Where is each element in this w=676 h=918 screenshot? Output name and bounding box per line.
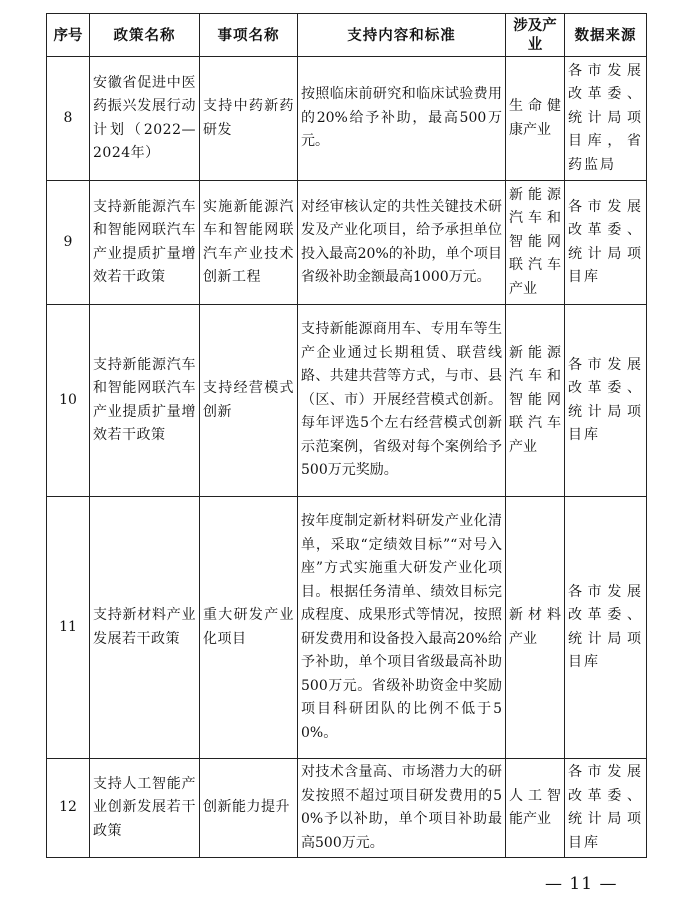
row-no: 8	[47, 57, 90, 181]
row-policy-name: 支持新能源汽车和智能网联汽车产业提质扩量增效若干政策	[90, 181, 200, 305]
row-source: 各市发展改革委、统计局项目库	[565, 759, 647, 858]
row-item-name: 重大研发产业化项目	[200, 497, 298, 759]
row-item-name: 支持中药新药研发	[200, 57, 298, 181]
row-policy-name: 支持人工智能产业创新发展若干政策	[90, 759, 200, 858]
row-industry: 新能源汽车和智能网联汽车产业	[506, 181, 565, 305]
row-content: 按照临床前研究和临床试验费用的20%给予补助，最高500万元。	[298, 57, 506, 181]
table-row	[47, 497, 647, 759]
header-content: 支持内容和标准	[298, 14, 506, 57]
header-source: 数据来源	[565, 14, 647, 57]
row-content: 对技术含量高、市场潜力大的研发按照不超过项目研发费用的50%予以补助，单个项目补助最高500万元。	[298, 759, 506, 858]
row-policy-name: 安徽省促进中医药振兴发展行动计划（2022—2024年）	[90, 57, 200, 181]
row-no: 11	[47, 497, 90, 759]
row-policy-name: 支持新材料产业发展若干政策	[90, 497, 200, 759]
row-industry: 生命健康产业	[506, 57, 565, 181]
header-no: 序号	[47, 14, 90, 57]
table-row	[47, 759, 647, 858]
policy-table	[46, 13, 647, 858]
row-content: 按年度制定新材料研发产业化清单，采取“定绩效目标”“对号入座”方式实施重大研发产业化项目。根据任务清单、绩效目标完成程度、成果形式等情况，按照研发费用和设备投入最高20%给予补助，单个项目省级最高补助500万元。省级补助资金中奖励项目科研团队的比例不低于50%。	[298, 497, 506, 759]
row-no: 12	[47, 759, 90, 858]
table-header-row	[47, 14, 647, 57]
row-content: 支持新能源商用车、专用车等生产企业通过长期租赁、联营线路、共建共营等方式，与市、县（区、市）开展经营模式创新。每年评选5个左右经营模式创新示范案例，省级对每个案例给予500万元奖励。	[298, 305, 506, 497]
row-content: 对经审核认定的共性关键技术研发及产业化项目，给予承担单位投入最高20%的补助，单个项目省级补助金额最高1000万元。	[298, 181, 506, 305]
table-row	[47, 181, 647, 305]
row-item-name: 实施新能源汽车和智能网联汽车产业技术创新工程	[200, 181, 298, 305]
row-source: 各市发展改革委、统计局项目库，省药监局	[565, 57, 647, 181]
row-source: 各市发展改革委、统计局项目库	[565, 181, 647, 305]
row-industry: 新能源汽车和智能网联汽车产业	[506, 305, 565, 497]
row-industry: 人工智能产业	[506, 759, 565, 858]
table-row	[47, 57, 647, 181]
table-row	[47, 305, 647, 497]
row-source: 各市发展改革委、统计局项目库	[565, 305, 647, 497]
row-source: 各市发展改革委、统计局项目库	[565, 497, 647, 759]
header-industry: 涉及产业	[506, 14, 565, 57]
row-item-name: 创新能力提升	[200, 759, 298, 858]
row-no: 9	[47, 181, 90, 305]
row-policy-name: 支持新能源汽车和智能网联汽车产业提质扩量增效若干政策	[90, 305, 200, 497]
header-policy-name: 政策名称	[90, 14, 200, 57]
row-industry: 新材料产业	[506, 497, 565, 759]
row-no: 10	[47, 305, 90, 497]
header-item-name: 事项名称	[200, 14, 298, 57]
row-item-name: 支持经营模式创新	[200, 305, 298, 497]
page-number: — 11 —	[545, 874, 618, 894]
